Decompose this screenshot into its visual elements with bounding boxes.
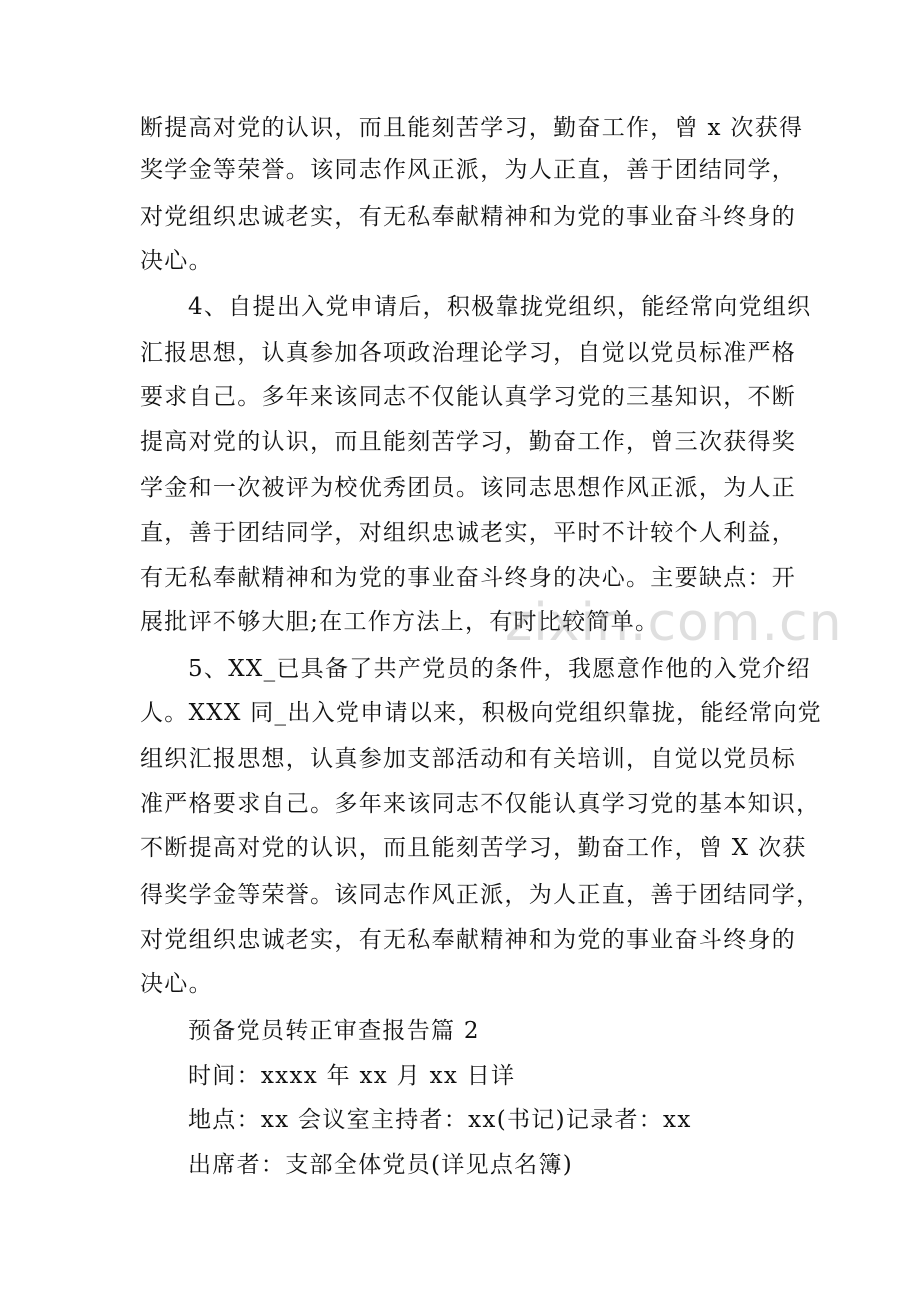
paragraph-first-line: 4、自提出入党申请后，积极靠拢党组织，能经常向党组织 xyxy=(188,294,812,320)
meeting-time: 时间：xxxx 年 xx 月 xx 日详 xyxy=(188,1063,516,1089)
text-line: 对党组织忠诚老实，有无私奉献精神和为党的事业奋斗终身的 xyxy=(140,204,797,230)
text-line: 断提高对党的认识，而且能刻苦学习，勤奋工作，曾 x 次获得 xyxy=(140,115,804,141)
watermark: zixin.com.cn xyxy=(505,593,843,653)
text-line: 得奖学金等荣誉。该同志作风正派，为人正直，善于团结同学， xyxy=(140,882,821,908)
text-line: 要求自己。多年来该同志不仅能认真学习党的三基知识，不断 xyxy=(140,384,797,410)
text-line: 对党组织忠诚老实，有无私奉献精神和为党的事业奋斗终身的 xyxy=(140,927,797,953)
text-line: 直，善于团结同学，对组织忠诚老实，平时不计较个人利益， xyxy=(140,520,797,546)
text-line: 组织汇报思想，认真参加支部活动和有关培训，自觉以党员标 xyxy=(140,746,797,772)
text-line: 有无私奉献精神和为党的事业奋斗终身的决心。主要缺点：开 xyxy=(140,565,797,591)
meeting-attendees: 出席者：支部全体党员(详见点名簿) xyxy=(188,1152,574,1178)
paragraph-first-line: 5、XX_已具备了共产党员的条件，我愿意作他的入党介绍 xyxy=(188,656,811,682)
section-heading: 预备党员转正审查报告篇 2 xyxy=(188,1018,480,1044)
text-line: 学金和一次被评为校优秀团员。该同志思想作风正派，为人正 xyxy=(140,475,797,501)
text-line: 汇报思想，认真参加各项政治理论学习，自觉以党员标准严格 xyxy=(140,340,797,366)
text-line: 展批评不够大胆;在工作方法上，有时比较简单。 xyxy=(140,609,660,635)
text-line: 奖学金等荣誉。该同志作风正派，为人正直，善于团结同学， xyxy=(140,157,797,183)
text-line: 人。XXX 同_出入党申请以来，积极向党组织靠拢，能经常向党 xyxy=(140,700,822,726)
text-line: 决心。 xyxy=(140,248,213,274)
text-line: 准严格要求自己。多年来该同志不仅能认真学习党的基本知识， xyxy=(140,791,821,817)
text-line: 决心。 xyxy=(140,971,213,997)
meeting-location: 地点：xx 会议室主持者：xx(书记)记录者：xx xyxy=(188,1107,692,1133)
text-line: 提高对党的认识，而且能刻苦学习，勤奋工作，曾三次获得奖 xyxy=(140,429,797,455)
text-line: 不断提高对党的认识，而且能刻苦学习，勤奋工作，曾 X 次获 xyxy=(140,835,807,861)
